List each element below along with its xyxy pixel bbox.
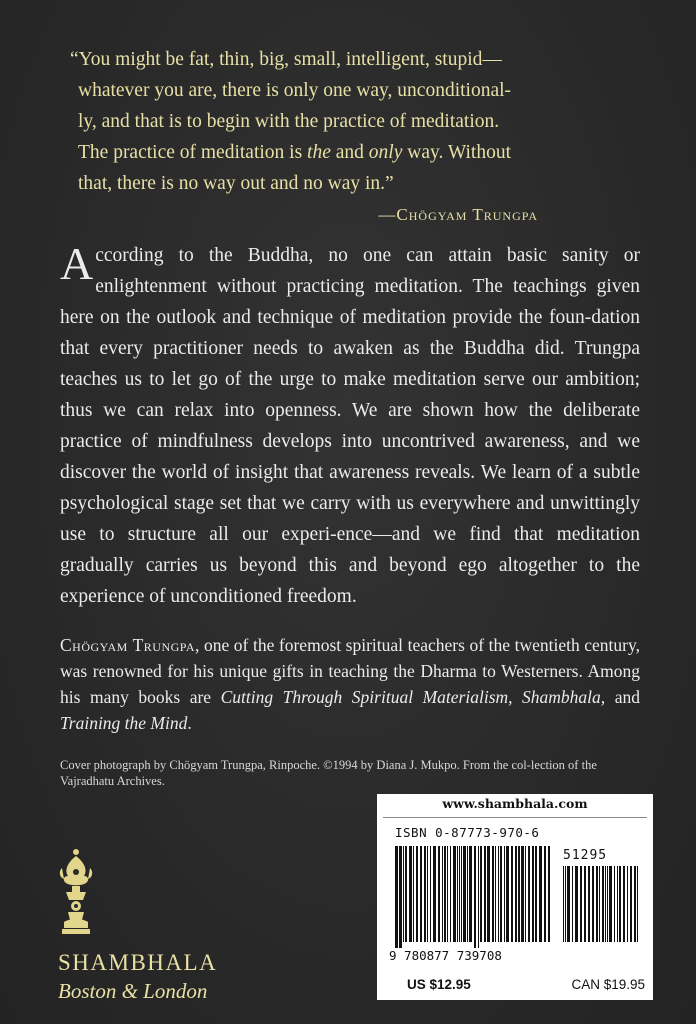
barcode-bar (484, 846, 486, 942)
book-description (60, 240, 640, 612)
barcode-bar (413, 846, 414, 942)
barcode-bar (532, 846, 534, 942)
barcode-bar (495, 846, 496, 942)
barcode-bar (548, 846, 550, 942)
barcode-bar (535, 846, 537, 942)
publisher-location: Boston & London (58, 979, 208, 1003)
barcode-bar (627, 866, 628, 942)
barcode-bar (602, 866, 604, 942)
barcode-bar (416, 846, 418, 942)
ean-digits: 9 780877 739708 (389, 948, 502, 963)
barcode-bar (511, 846, 513, 942)
barcode-bar (614, 866, 615, 942)
barcode-bar (525, 846, 526, 942)
ean-barcode (395, 846, 553, 948)
price-us: US $12.95 (407, 977, 471, 992)
barcode-bar (617, 866, 618, 942)
barcode-bar (438, 846, 440, 942)
publisher-url: www.shambhala.com (442, 796, 588, 811)
barcode-bar (450, 846, 451, 942)
barcode-bar (609, 866, 612, 942)
barcode-bar (405, 846, 407, 942)
barcode-bar (480, 846, 482, 942)
quote-emphasis: only (368, 142, 403, 163)
bio-text: and (605, 687, 640, 707)
bio-text: , one of the foremost spiritual teachers of the twentieth century, was renowned for his unique gifts in teaching the Dharma to Westerners. Among his many books are (60, 635, 640, 707)
bio-text: . (187, 713, 192, 733)
quote-line: The practice of meditation is (78, 142, 308, 163)
barcode-bar (395, 846, 398, 948)
quote-emphasis: the (307, 142, 331, 163)
barcode-bar (469, 846, 472, 942)
barcode-bar (467, 846, 468, 942)
barcode-bar (474, 846, 476, 948)
barcode-bar (528, 846, 530, 942)
barcode-bar (607, 866, 608, 942)
barcode-bar (463, 846, 466, 942)
book-title: Training the Mind (60, 713, 188, 733)
barcode-bar (575, 866, 578, 942)
quote-line: and (330, 142, 369, 163)
barcode-bar (487, 846, 490, 942)
shambhala-emblem-icon (56, 846, 96, 936)
barcode-bar (453, 846, 456, 942)
barcode-bar (515, 846, 517, 942)
barcode-bar (599, 866, 600, 942)
book-title: Cutting Through Spiritual Materialism, Shambhala, (220, 687, 606, 707)
barcode-bar (596, 866, 598, 942)
barcode-bar (427, 846, 428, 942)
author-bio (60, 632, 640, 736)
barcode-bar (420, 846, 422, 942)
barcode-bar (634, 866, 636, 942)
barcode-bar (567, 866, 570, 942)
barcode-bar (498, 846, 499, 942)
barcode-bar (461, 846, 462, 942)
barcode-bar (506, 846, 509, 942)
quote-attribution: —Chögyam Trungpa (378, 205, 538, 224)
addon-barcode (563, 866, 641, 948)
barcode-bar (518, 846, 520, 942)
barcode-sticker (377, 794, 653, 1000)
barcode-bar (521, 846, 524, 942)
barcode-bar (433, 846, 436, 942)
barcode-bar (539, 846, 542, 942)
author-name: Chögyam Trungpa (60, 635, 196, 655)
barcode-bar (459, 846, 460, 942)
barcode-bar (605, 866, 606, 942)
quote-line: way. Without (402, 142, 511, 163)
barcode-bar (572, 866, 573, 942)
barcode-bar (403, 846, 404, 942)
quote-line: whatever you are, there is only one way, unconditional- (78, 80, 512, 101)
description-text: ccording to the Buddha, no one can attain basic sanity or enlightenment without practicing meditation. The teachings given here on the outlook and technique of meditation provide the foun-dation that every practitioner needs to awaken as the Buddha did. Trungpa teaches us to let go of the urge to make meditation serve our ambition; thus we can relax into openness. We are shown how the deliberate practice of mindfulness develops into uncontrived awareness, and we discover the world of insight that awareness reveals. We learn of a subtle psychological stage set that we carry with us everywhere and unwittingly use to structure all our experi-ence—and we find that meditation gradually carries us beyond this and beyond ego altogether to the experience of unconditioned freedom. (60, 245, 640, 607)
quote-line: that, there is no way out and no way in.” (78, 173, 394, 194)
epigraph-quote (60, 44, 640, 230)
barcode-bar (565, 866, 566, 942)
barcode-bar (580, 866, 582, 942)
quote-line: “You might be fat, thin, big, small, intelligent, stupid— (70, 49, 502, 70)
barcode-bar (444, 846, 446, 942)
barcode-bar (623, 866, 625, 942)
barcode-bar (409, 846, 412, 942)
barcode-bar (492, 846, 494, 942)
barcode-bar (637, 866, 638, 942)
barcode-bar (457, 846, 458, 942)
photo-credit: Cover photograph by Chögyam Trungpa, Rinpoche. ©1994 by Diana J. Mukpo. From the col-lection of the Vajradhatu Archives. (60, 758, 597, 788)
barcode-bar (592, 866, 594, 942)
barcode-bar (504, 846, 505, 942)
quote-text (60, 44, 640, 199)
barcode-bar (442, 846, 443, 942)
barcode-bar (447, 846, 448, 942)
barcode-bar (584, 866, 586, 942)
barcode-bar (399, 846, 402, 948)
barcode-bar (424, 846, 426, 942)
publisher-imprint (58, 948, 217, 1004)
isbn-label: ISBN 0-87773-970-6 (395, 825, 540, 840)
quote-line: ly, and that is to begin with the practice of meditation. (78, 111, 500, 132)
price-can: CAN $19.95 (571, 977, 645, 992)
barcode-bar (478, 846, 479, 948)
publisher-name: SHAMBHALA (58, 950, 218, 975)
barcode-bar (630, 866, 632, 942)
barcode-bar (588, 866, 590, 942)
barcode-bar (544, 846, 546, 942)
price-addon-code: 51295 (563, 848, 608, 863)
barcode-bar (500, 846, 502, 942)
drop-cap: A (60, 238, 94, 289)
barcode-bar (563, 866, 564, 942)
barcode-bar (619, 866, 621, 942)
barcode-bar (430, 846, 431, 942)
divider (383, 817, 647, 818)
